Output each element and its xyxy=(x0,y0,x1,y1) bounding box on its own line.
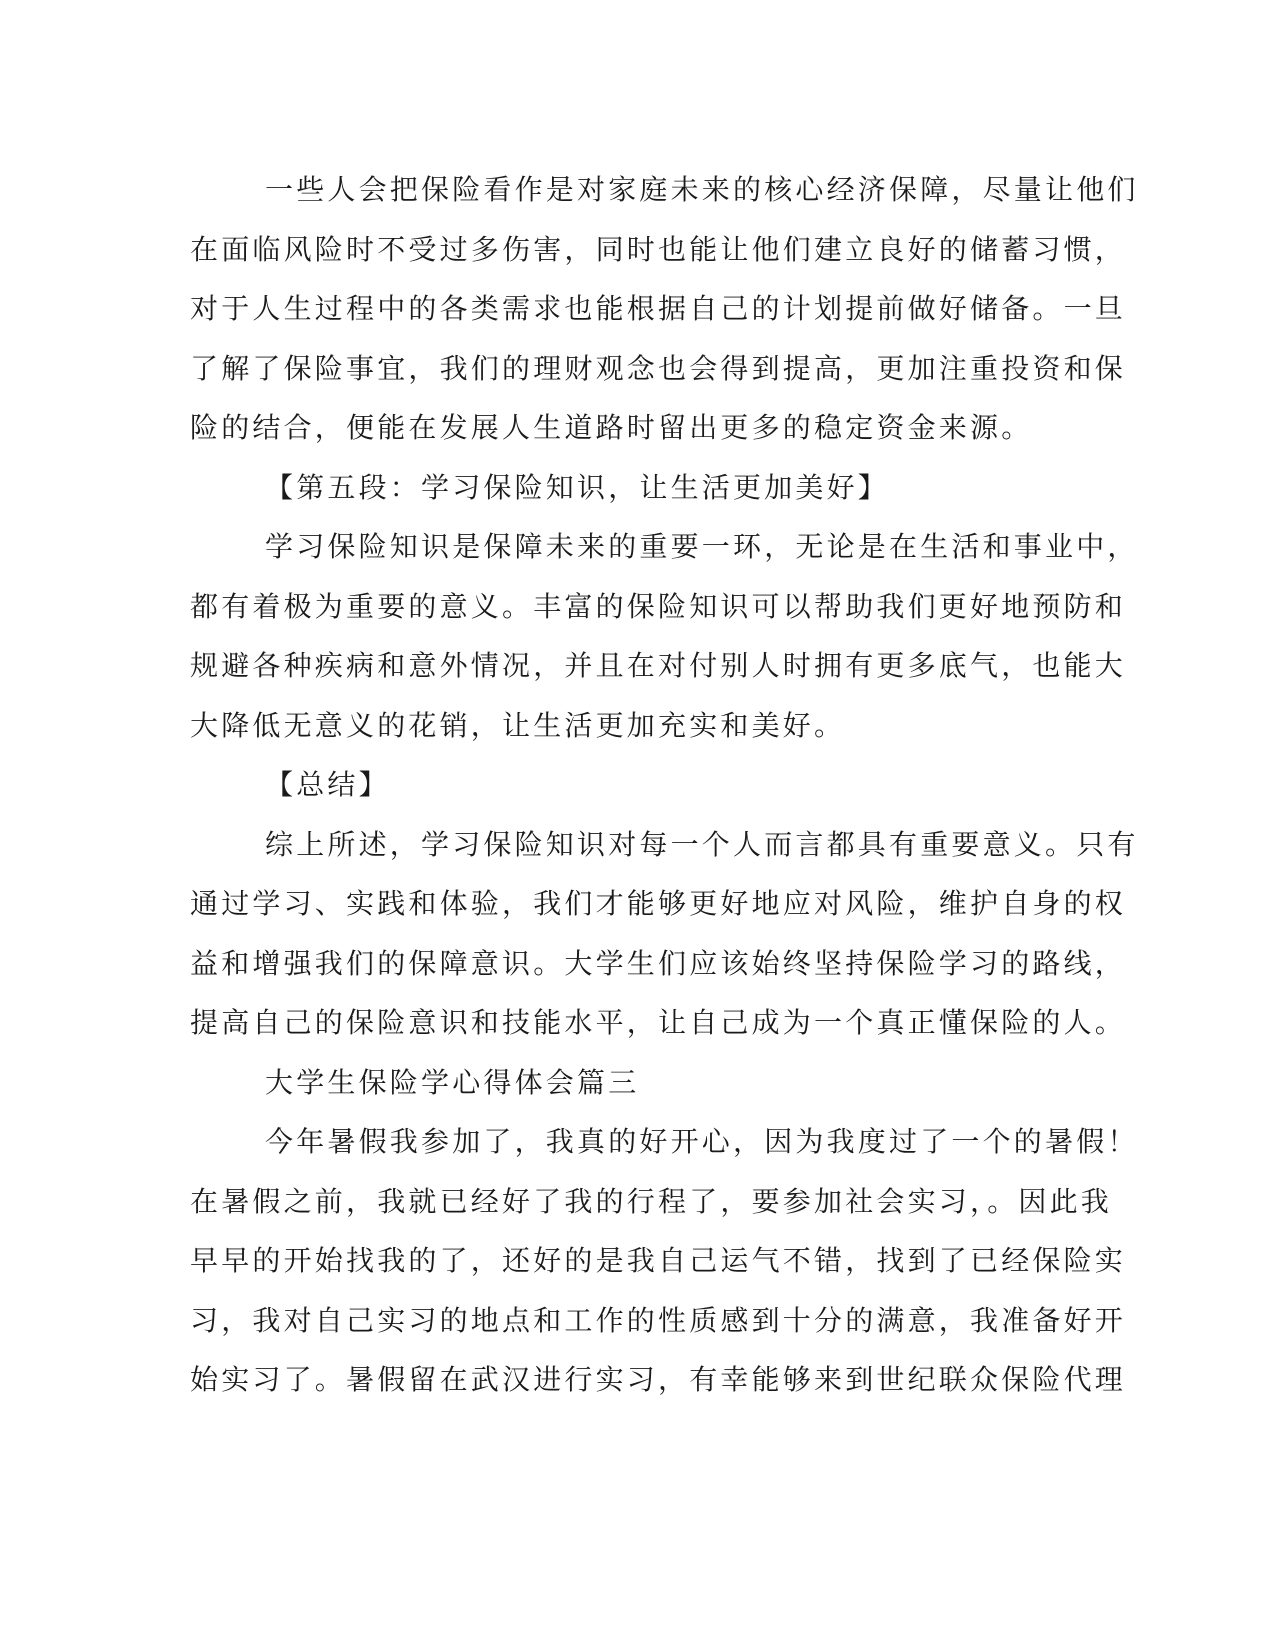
paragraph-summer-internship xyxy=(190,1112,1139,1410)
text-line: 通过学习、实践和体验，我们才能够更好地应对风险，维护自身的权 xyxy=(190,887,1127,920)
paragraph-learning-insurance xyxy=(190,517,1139,755)
heading-text: 大学生保险学心得体会篇三 xyxy=(265,1065,640,1099)
paragraph-insurance-family-security xyxy=(190,160,1139,458)
text-line: 今年暑假我参加了，我真的好开心，因为我度过了一个的暑假！ xyxy=(265,1125,1139,1158)
text-line: 险的结合，便能在发展人生道路时留出更多的稳定资金来源。 xyxy=(190,411,1033,444)
text-line: 综上所述，学习保险知识对每一个人而言都具有重要意义。只有 xyxy=(265,827,1139,861)
section-heading-summary xyxy=(190,755,1090,815)
text-line: 习，我对自己实习的地点和工作的性质感到十分的满意，我准备好开 xyxy=(190,1303,1127,1337)
text-line: 提高自己的保险意识和技能水平，让自己成为一个真正懂保险的人。 xyxy=(190,1006,1127,1039)
text-line: 益和增强我们的保障意识。大学生们应该始终坚持保险学习的路线， xyxy=(190,946,1127,980)
text-line: 早早的开始找我的了，还好的是我自己运气不错，找到了已经保险实 xyxy=(190,1244,1127,1277)
section-heading-fifth-paragraph xyxy=(190,458,1090,518)
text-line: 一些人会把保险看作是对家庭未来的核心经济保障，尽量让他们 xyxy=(265,173,1139,206)
article-title-part-three xyxy=(190,1053,1090,1113)
text-line: 对于人生过程中的各类需求也能根据自己的计划提前做好储备。一旦 xyxy=(190,292,1127,325)
text-line: 在面临风险时不受过多伤害，同时也能让他们建立良好的储蓄习惯， xyxy=(190,232,1127,266)
text-line: 始实习了。暑假留在武汉进行实习，有幸能够来到世纪联众保险代理 xyxy=(190,1363,1127,1396)
text-line: 规避各种疾病和意外情况，并且在对付别人时拥有更多底气，也能大 xyxy=(190,649,1127,682)
heading-text: 【总结】 xyxy=(265,768,390,801)
heading-text: 【第五段：学习保险知识，让生活更加美好】 xyxy=(265,470,890,504)
text-line: 学习保险知识是保障未来的重要一环，无论是在生活和事业中， xyxy=(265,530,1139,563)
document-body xyxy=(190,160,1139,1410)
paragraph-summary xyxy=(190,815,1139,1053)
text-line: 都有着极为重要的意义。丰富的保险知识可以帮助我们更好地预防和 xyxy=(190,589,1127,623)
text-line: 大降低无意义的花销，让生活更加充实和美好。 xyxy=(190,708,846,742)
text-line: 在暑假之前，我就已经好了我的行程了，要参加社会实习，。因此我 xyxy=(190,1184,1113,1218)
text-line: 了解了保险事宜，我们的理财观念也会得到提高，更加注重投资和保 xyxy=(190,351,1127,385)
